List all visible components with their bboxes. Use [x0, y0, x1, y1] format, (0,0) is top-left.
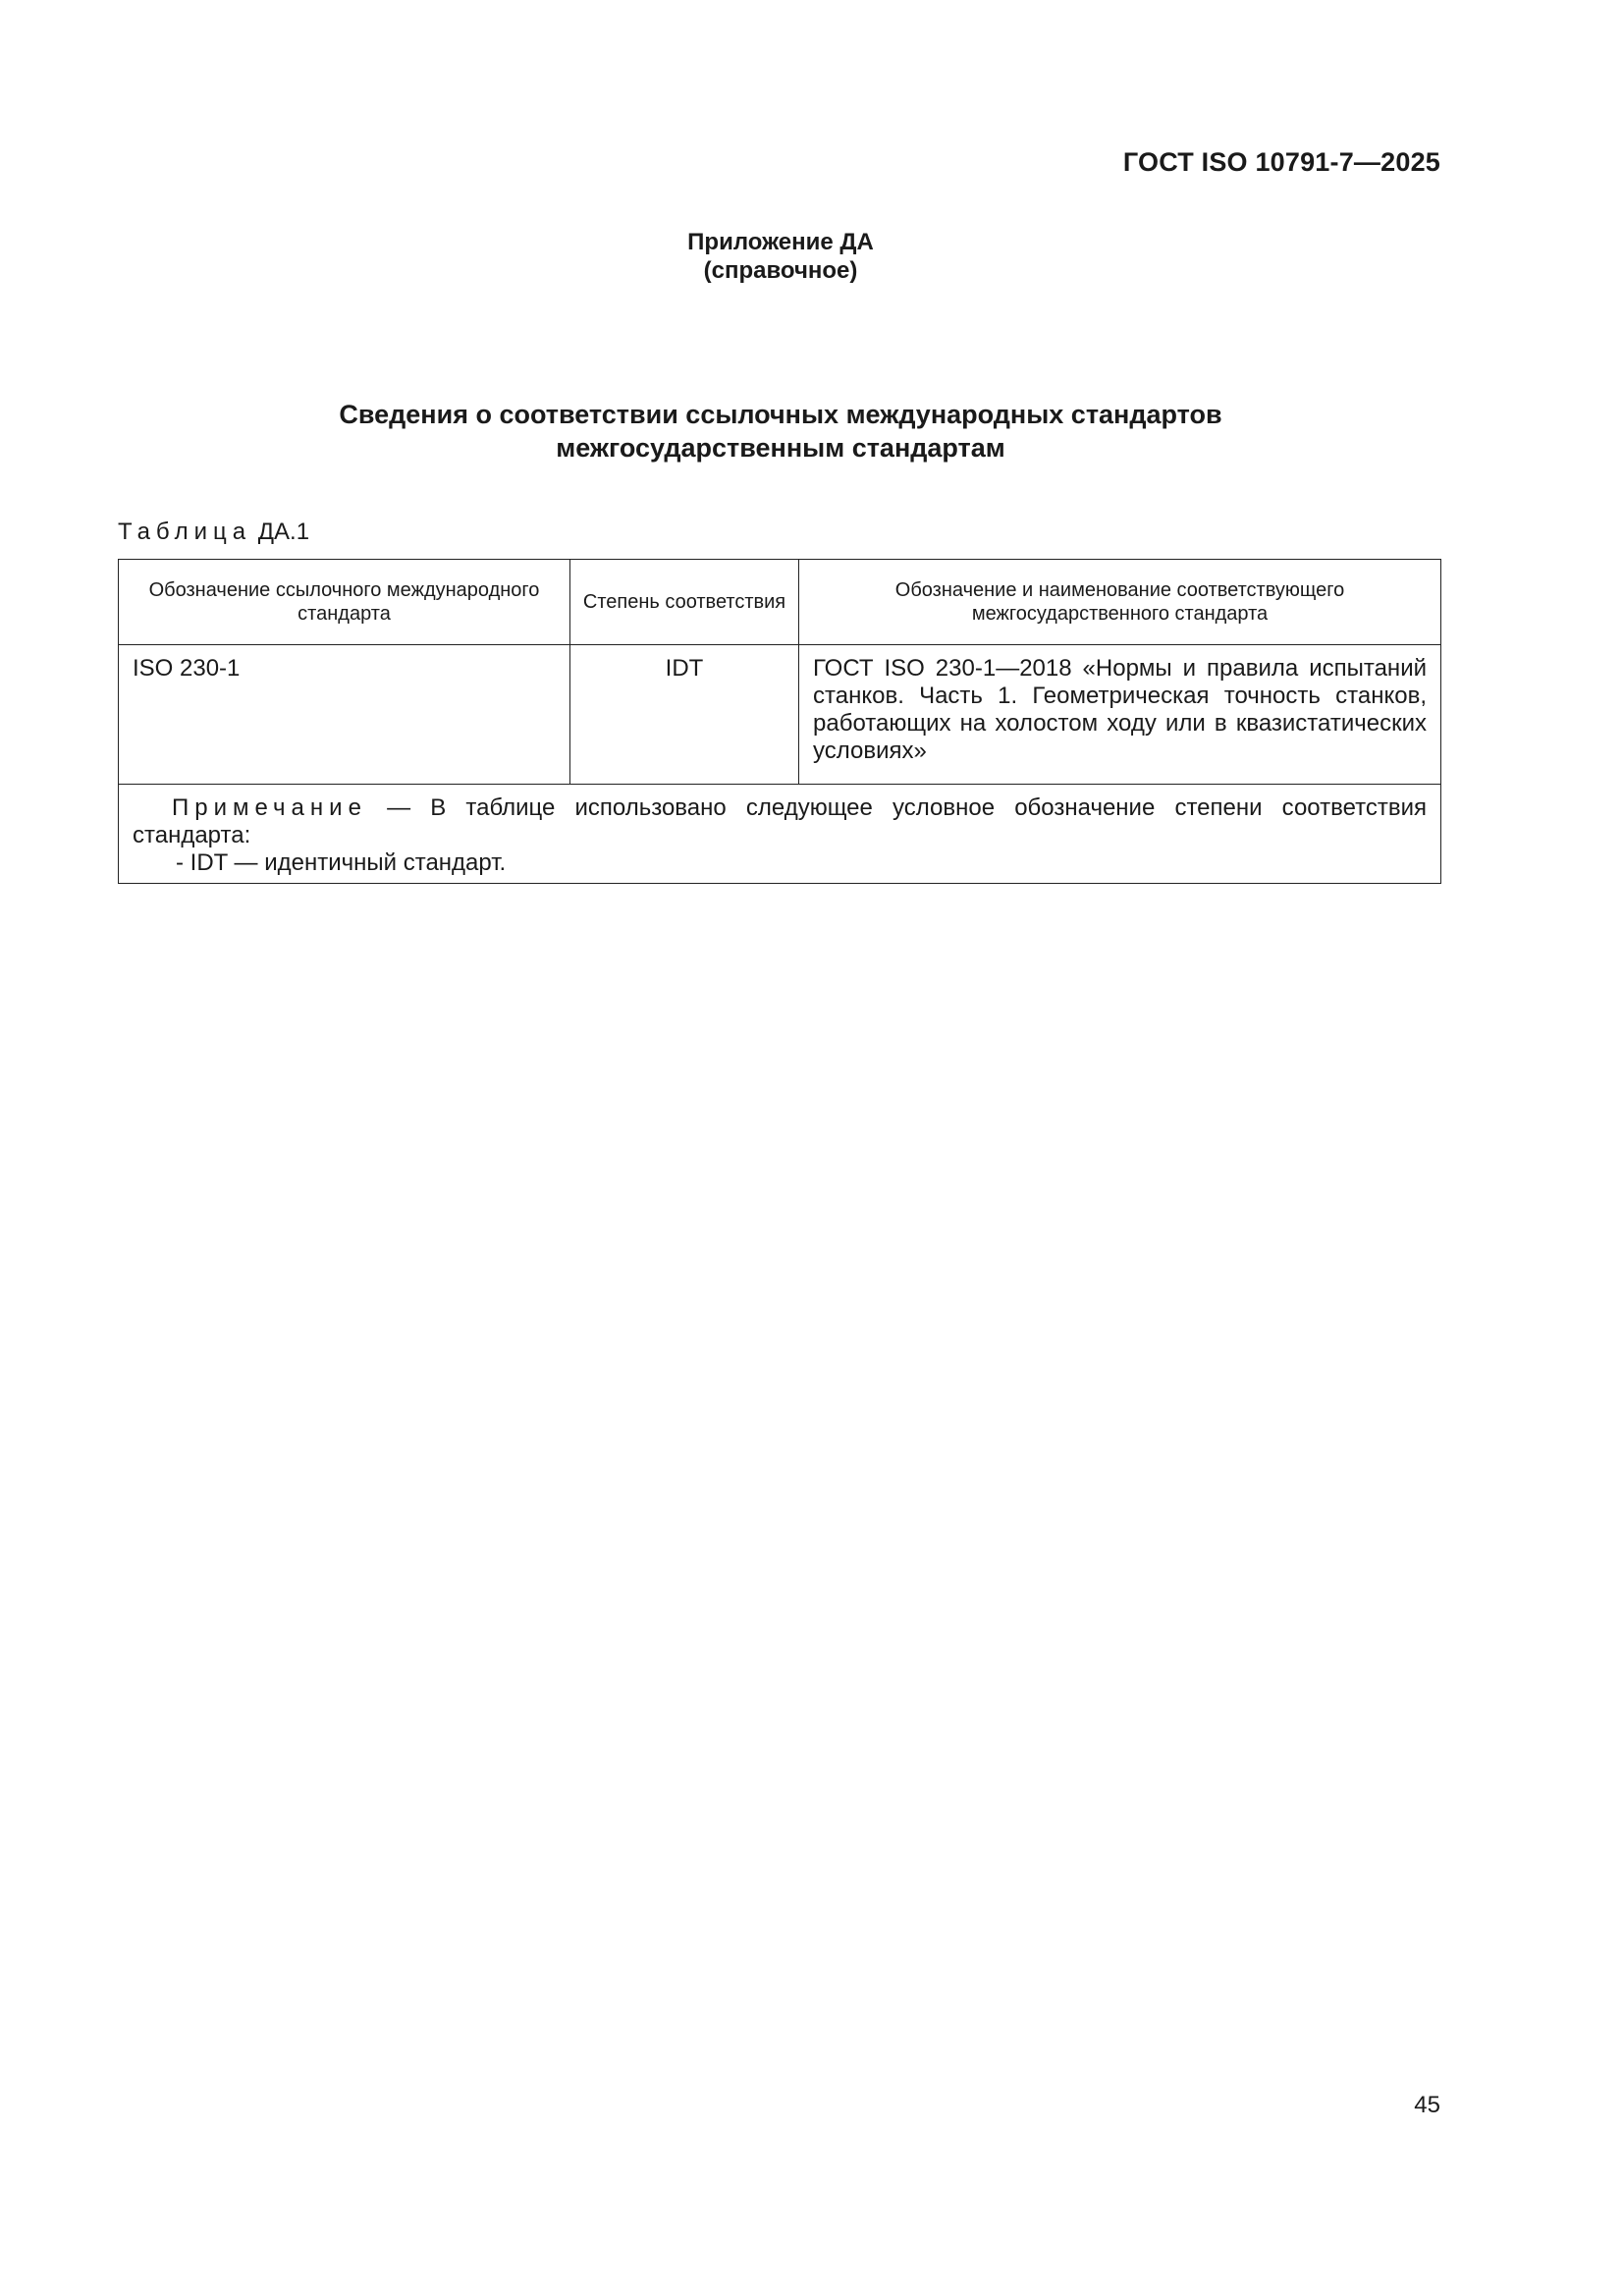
- correspondence-table: [118, 559, 1441, 884]
- table-caption-word: Таблица: [118, 519, 252, 545]
- note-text: — В таблице использовано следующее условное обозначение степени соответствия стандарта:: [133, 794, 1427, 848]
- appendix-subtitle: (справочное): [703, 257, 858, 284]
- header-intl-standard: Обозначение ссылочного международного стандарта: [119, 560, 570, 644]
- table-note: [119, 785, 1440, 883]
- table-header-row: [119, 560, 1440, 645]
- section-title-line-2: межгосударственным стандартам: [556, 433, 1005, 463]
- appendix-title: Приложение ДА: [687, 229, 874, 255]
- section-title: [0, 398, 1561, 465]
- header-interstate-standard: Обозначение и наименование соответствующего межгосударственного стандарта: [894, 579, 1345, 625]
- header-degree: Степень соответствия: [570, 560, 799, 644]
- appendix-heading: [0, 228, 1561, 285]
- document-code: ГОСТ ISO 10791-7—2025: [1122, 147, 1440, 177]
- note-text-line: [133, 794, 1427, 849]
- table-row: [119, 645, 1440, 785]
- cell-degree: IDT: [570, 645, 799, 784]
- table-caption: [118, 519, 309, 546]
- cell-interstate-standard: ГОСТ ISO 230-1—2018 «Нормы и правила испытаний станков. Часть 1. Геометрическая точность станков, работающих на холостом ходу или в квазистатических условиях»: [813, 655, 1427, 764]
- note-item: - IDT — идентичный стандарт.: [176, 849, 507, 876]
- cell-intl-standard: ISO 230-1: [119, 645, 570, 784]
- page-number: 45: [1414, 2092, 1440, 2118]
- note-label: Примечание: [172, 794, 367, 821]
- table-caption-number: ДА.1: [257, 519, 310, 545]
- section-title-line-1: Сведения о соответствии ссылочных международных стандартов: [339, 400, 1222, 429]
